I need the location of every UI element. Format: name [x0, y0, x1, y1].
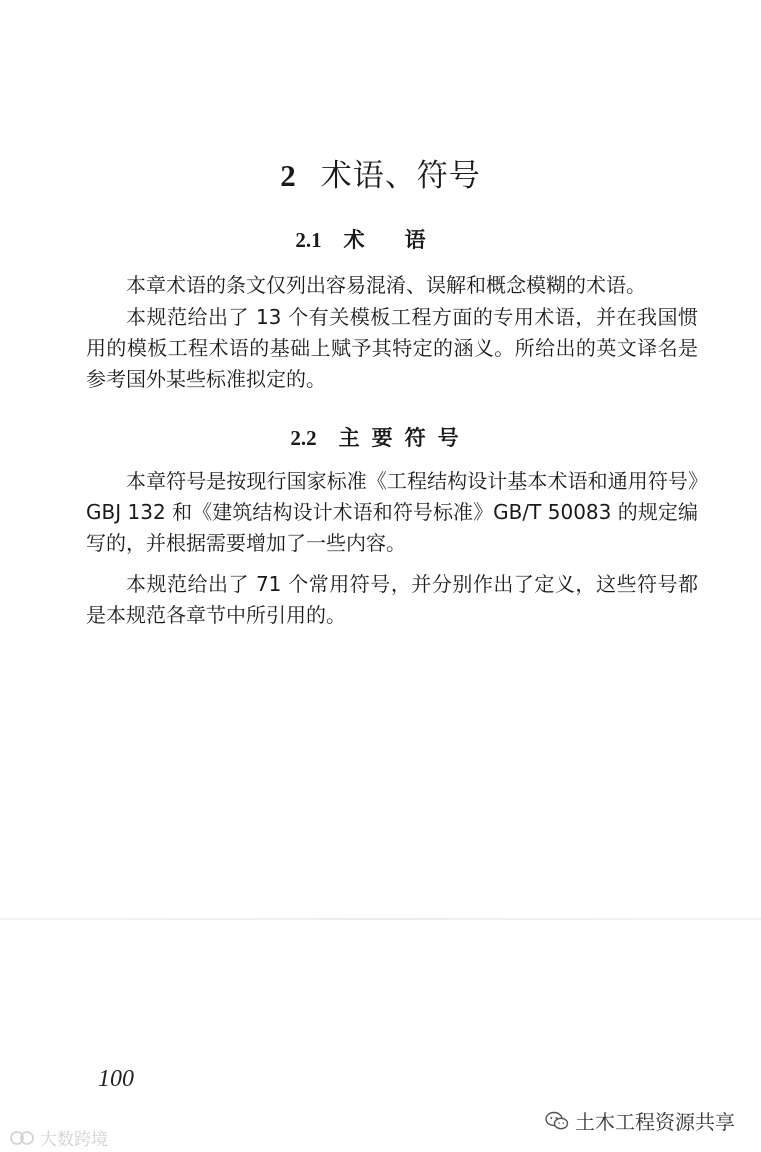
watermark-left — [10, 1125, 108, 1150]
chapter-title — [0, 150, 761, 195]
chapter-number: 2 — [280, 158, 297, 193]
watermark-left-text: 大数跨境 — [40, 1130, 108, 1150]
paragraph: 本章符号是按现行国家标准《工程结构设计基本术语和通用符号》GBJ 132 和《建筑结构设计术语和符号标准》GB/T 50083 的规定编写的，并根据需要增加了一些内容。 — [86, 469, 698, 555]
scan-artifact-line — [0, 918, 761, 920]
logo-icon — [10, 1128, 36, 1148]
section-title-text: 主要符号 — [338, 426, 471, 450]
section-title-2-2 — [0, 422, 761, 452]
paragraph: 本章术语的条文仅列出容易混淆、误解和概念模糊的术语。 — [126, 273, 646, 297]
section-title-2-1 — [0, 224, 761, 254]
wechat-icon — [545, 1111, 569, 1131]
chapter-title-text: 术语、符号 — [320, 158, 481, 194]
section-number: 2.1 — [295, 228, 322, 252]
section-title-text: 术语 — [343, 228, 466, 252]
page-number: 100 — [98, 1066, 134, 1092]
watermark-right — [545, 1106, 735, 1135]
paragraph: 本规范给出了 13 个有关模板工程方面的专用术语，并在我国惯用的模板工程术语的基础上赋予其特定的涵义。所给出的英文译名是参考国外某些标准拟定的。 — [86, 305, 698, 391]
watermark-right-text: 土木工程资源共享 — [575, 1110, 735, 1134]
paragraph: 本规范给出了 71 个常用符号，并分别作出了定义，这些符号都是本规范各章节中所引用的。 — [86, 572, 698, 627]
section-number: 2.2 — [290, 426, 317, 450]
